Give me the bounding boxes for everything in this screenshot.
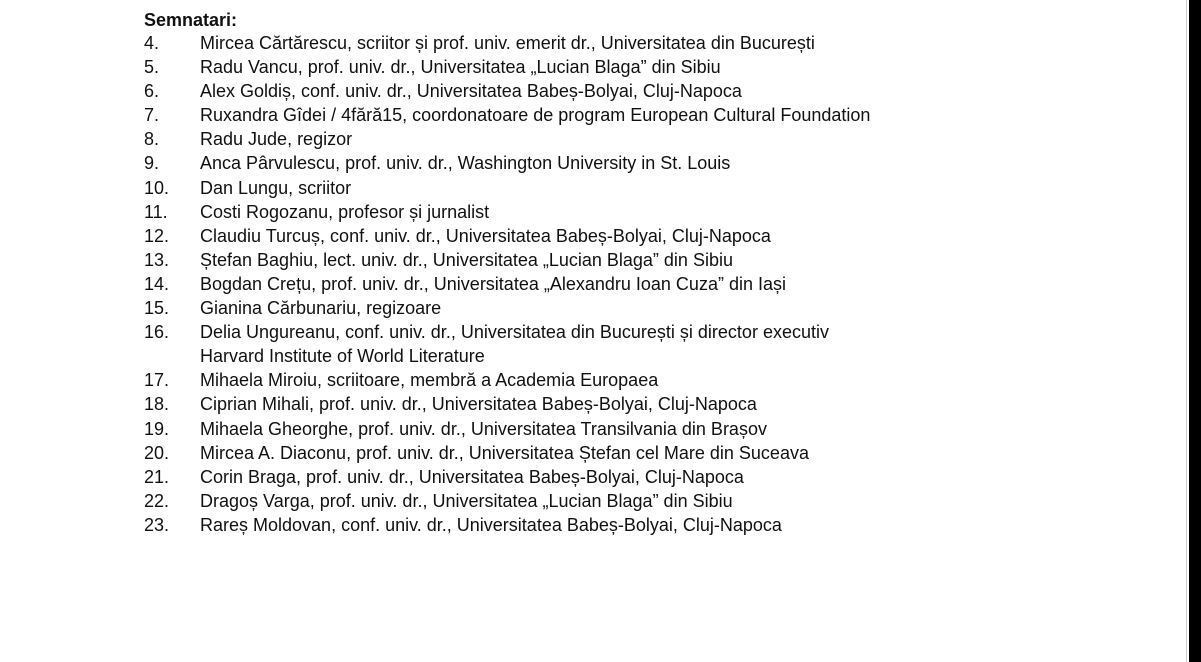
list-item bbox=[144, 320, 1174, 368]
item-text: Gianina Cărbunariu, regizoare bbox=[200, 298, 442, 319]
item-text: Ruxandra Gîdei / 4fără15, coordonatoare de program European Cultural Foundation bbox=[200, 105, 871, 126]
item-number: 13. bbox=[144, 249, 170, 270]
list-item bbox=[144, 441, 1174, 465]
item-number: 8. bbox=[144, 129, 160, 150]
item-text: Delia Ungureanu, conf. univ. dr., Universitatea din București și director executiv bbox=[200, 322, 829, 343]
item-number: 18. bbox=[144, 394, 170, 415]
signatory-list bbox=[144, 31, 1174, 537]
item-text: Bogdan Crețu, prof. univ. dr., Universitatea „Alexandru Ioan Cuza” din Iași bbox=[200, 273, 786, 294]
item-number: 22. bbox=[144, 490, 170, 511]
item-text: Alex Goldiș, conf. univ. dr., Universitatea Babeș-Bolyai, Cluj-Napoca bbox=[200, 81, 742, 102]
window-edge bbox=[1189, 0, 1201, 662]
item-text: Radu Vancu, prof. univ. dr., Universitatea „Lucian Blaga” din Sibiu bbox=[200, 57, 721, 78]
list-item bbox=[144, 151, 1174, 175]
item-number: 15. bbox=[144, 298, 170, 319]
list-item bbox=[144, 368, 1174, 392]
item-number: 7. bbox=[144, 105, 160, 126]
item-text: Corin Braga, prof. univ. dr., Universitatea Babeș-Bolyai, Cluj-Napoca bbox=[200, 466, 744, 487]
item-text: Mihaela Miroiu, scriitoare, membră a Academia Europaea bbox=[200, 370, 659, 391]
list-item bbox=[144, 79, 1174, 103]
list-item bbox=[144, 248, 1174, 272]
item-number: 5. bbox=[144, 57, 160, 78]
item-number: 19. bbox=[144, 418, 170, 439]
item-text: Mircea A. Diaconu, prof. univ. dr., Universitatea Ștefan cel Mare din Suceava bbox=[200, 442, 809, 463]
list-item bbox=[144, 31, 1174, 55]
list-item bbox=[144, 55, 1174, 79]
list-item bbox=[144, 489, 1174, 513]
item-number: 4. bbox=[144, 33, 160, 53]
list-item bbox=[144, 417, 1174, 441]
item-number: 11. bbox=[144, 201, 168, 222]
item-number: 20. bbox=[144, 442, 170, 463]
item-number: 21. bbox=[144, 466, 170, 487]
list-item bbox=[144, 513, 1174, 537]
list-item bbox=[144, 272, 1174, 296]
list-item bbox=[144, 127, 1174, 151]
item-number: 12. bbox=[144, 225, 170, 246]
item-text: Claudiu Turcuș, conf. univ. dr., Universitatea Babeș-Bolyai, Cluj-Napoca bbox=[200, 225, 771, 246]
document-content bbox=[144, 9, 1174, 537]
list-item bbox=[144, 224, 1174, 248]
item-number: 17. bbox=[144, 370, 170, 391]
list-item bbox=[144, 465, 1174, 489]
list-item bbox=[144, 200, 1174, 224]
item-number: 16. bbox=[144, 322, 170, 343]
item-number: 9. bbox=[144, 153, 160, 174]
item-text: Mihaela Gheorghe, prof. univ. dr., Universitatea Transilvania din Brașov bbox=[200, 418, 767, 439]
item-text: Costi Rogozanu, profesor și jurnalist bbox=[200, 201, 490, 222]
item-text: Dan Lungu, scriitor bbox=[200, 177, 352, 198]
item-number: 6. bbox=[144, 81, 160, 102]
item-text: Dragoș Varga, prof. univ. dr., Universitatea „Lucian Blaga” din Sibiu bbox=[200, 490, 733, 511]
item-text: Harvard Institute of World Literature bbox=[200, 346, 485, 367]
item-text: Ștefan Baghiu, lect. univ. dr., Universitatea „Lucian Blaga” din Sibiu bbox=[200, 249, 733, 270]
item-text: Anca Pârvulescu, prof. univ. dr., Washington University in St. Louis bbox=[200, 153, 731, 174]
item-number: 10. bbox=[144, 177, 170, 198]
section-heading: Semnatari: bbox=[144, 10, 238, 30]
item-number: 23. bbox=[144, 514, 170, 535]
item-text: Mircea Cărtărescu, scriitor și prof. univ. emerit dr., Universitatea din București bbox=[200, 33, 815, 53]
list-item bbox=[144, 296, 1174, 320]
list-item bbox=[144, 176, 1174, 200]
item-number: 14. bbox=[144, 273, 170, 294]
list-item bbox=[144, 392, 1174, 416]
item-text: Ciprian Mihali, prof. univ. dr., Universitatea Babeș-Bolyai, Cluj-Napoca bbox=[200, 394, 757, 415]
list-item bbox=[144, 103, 1174, 127]
item-text: Rareș Moldovan, conf. univ. dr., Universitatea Babeș-Bolyai, Cluj-Napoca bbox=[200, 514, 782, 535]
item-text: Radu Jude, regizor bbox=[200, 129, 353, 150]
